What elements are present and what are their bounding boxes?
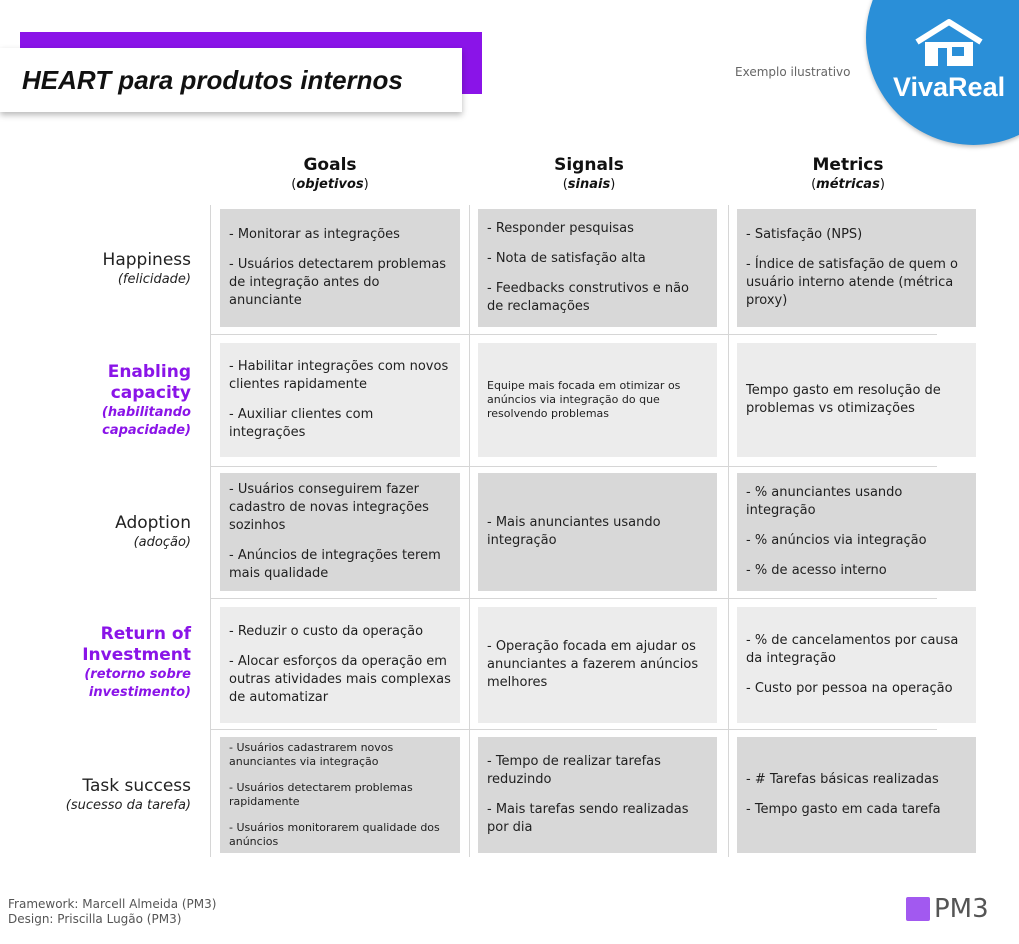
cell-item: - % anunciantes usando integração bbox=[746, 485, 903, 518]
title-card bbox=[0, 48, 462, 112]
cell-item: - Operação focada em ajudar os anunciantes a fazerem anúncios melhores bbox=[487, 639, 699, 690]
cell-item: - Mais anunciantes usando integração bbox=[487, 515, 661, 548]
page-title: HEART para produtos internos bbox=[22, 65, 403, 95]
grid-divider bbox=[210, 729, 937, 730]
cell-item: - Índice de satisfação de quem o usuário interno atende (métrica proxy) bbox=[746, 257, 959, 308]
cell-item: - Reduzir o custo da operação bbox=[229, 624, 424, 639]
cell-item: - Habilitar integrações com novos clientes rapidamente bbox=[229, 359, 449, 392]
cell-adoption-signals bbox=[478, 473, 717, 591]
row-label-main: Enabling capacity bbox=[107, 362, 191, 403]
row-label-sub: adoção bbox=[138, 535, 186, 550]
column-header-sub: métricas bbox=[816, 177, 880, 192]
column-header-label: Signals bbox=[554, 155, 624, 175]
cell-enabling-signals bbox=[478, 343, 717, 457]
brand-name: VivaReal bbox=[893, 72, 1006, 102]
cell-happiness-goals bbox=[220, 209, 460, 327]
column-header-label: Metrics bbox=[812, 155, 884, 175]
grid-divider bbox=[210, 205, 211, 857]
row-label-task-success: Task success (sucesso da tarefa) bbox=[1, 776, 191, 815]
column-header-sub: sinais bbox=[567, 177, 611, 192]
example-label: Exemplo ilustrativo bbox=[735, 65, 851, 79]
cell-adoption-metrics bbox=[737, 473, 976, 591]
cell-adoption-goals bbox=[220, 473, 460, 591]
cell-item: - Auxiliar clientes com integrações bbox=[229, 407, 374, 440]
cell-item: - Satisfação (NPS) bbox=[746, 227, 863, 242]
cell-item: - Feedbacks construtivos e não de reclamações bbox=[487, 281, 689, 314]
cell-enabling-metrics bbox=[737, 343, 976, 457]
column-header-metrics: Metrics (métricas) bbox=[728, 155, 968, 192]
cell-item: - Tempo gasto em cada tarefa bbox=[746, 802, 941, 817]
cell-item: - Usuários cadastrarem novos anunciantes via integração bbox=[229, 741, 394, 768]
row-label-main: Adoption bbox=[115, 513, 191, 533]
cell-item: - % anúncios via integração bbox=[746, 533, 927, 548]
column-header-sub: objetivos bbox=[296, 177, 364, 192]
row-label-sub: sucesso da tarefa bbox=[70, 798, 186, 813]
cell-roi-goals bbox=[220, 607, 460, 723]
cell-happiness-signals bbox=[478, 209, 717, 327]
credits bbox=[8, 897, 216, 927]
cell-item: - Monitorar as integrações bbox=[229, 227, 400, 242]
row-label-sub: retorno sobre investimento bbox=[88, 667, 191, 700]
cell-item: Equipe mais focada em otimizar os anúncios via integração do que resolvendo problemas bbox=[487, 379, 681, 420]
cell-task-metrics bbox=[737, 737, 976, 853]
grid-divider bbox=[210, 598, 937, 599]
cell-item: - Anúncios de integrações terem mais qualidade bbox=[229, 548, 441, 581]
cell-item: - Usuários monitorarem qualidade dos anúncios bbox=[229, 821, 440, 848]
grid-divider bbox=[469, 205, 470, 857]
row-label-main: Return of Investment bbox=[82, 624, 191, 665]
cell-item: - Custo por pessoa na operação bbox=[746, 681, 953, 696]
grid-divider bbox=[210, 466, 937, 467]
cell-item: - Responder pesquisas bbox=[487, 221, 634, 236]
cell-task-goals bbox=[220, 737, 460, 853]
column-header-signals: Signals (sinais) bbox=[469, 155, 709, 192]
credit-framework: Framework: Marcell Almeida (PM3) bbox=[8, 897, 217, 911]
row-label-happiness: Happiness (felicidade) bbox=[1, 250, 191, 289]
cell-item: Tempo gasto em resolução de problemas vs otimizações bbox=[746, 383, 941, 416]
pm3-logo bbox=[906, 895, 1010, 923]
cell-item: - Tempo de realizar tarefas reduzindo bbox=[487, 754, 661, 787]
cell-roi-metrics bbox=[737, 607, 976, 723]
pm3-logo-icon bbox=[906, 897, 930, 921]
column-header-label: Goals bbox=[303, 155, 357, 175]
column-header-goals: Goals (objetivos) bbox=[210, 155, 450, 192]
cell-enabling-goals bbox=[220, 343, 460, 457]
cell-task-signals bbox=[478, 737, 717, 853]
grid-divider bbox=[728, 205, 729, 857]
row-label-adoption: Adoption (adoção) bbox=[1, 513, 191, 552]
cell-item: - Usuários detectarem problemas rapidamente bbox=[229, 781, 413, 808]
row-label-enabling-capacity: Enabling capacity (habilitando capacidade) bbox=[1, 362, 191, 440]
cell-item: - Nota de satisfação alta bbox=[487, 251, 646, 266]
cell-item: - % de cancelamentos por causa da integração bbox=[746, 633, 959, 666]
pm3-logo-text: PM3 bbox=[934, 894, 989, 924]
cell-item: - # Tarefas básicas realizadas bbox=[746, 772, 939, 787]
cell-item: - Mais tarefas sendo realizadas por dia bbox=[487, 802, 689, 835]
row-label-roi: Return of Investment (retorno sobre investimento) bbox=[1, 624, 191, 702]
row-label-sub: felicidade bbox=[122, 272, 186, 287]
cell-happiness-metrics bbox=[737, 209, 976, 327]
cell-item: - Usuários conseguirem fazer cadastro de novas integrações sozinhos bbox=[229, 482, 429, 533]
credit-design: Design: Priscilla Lugão (PM3) bbox=[8, 912, 182, 926]
row-label-main: Happiness bbox=[102, 250, 191, 270]
cell-roi-signals bbox=[478, 607, 717, 723]
row-label-main: Task success bbox=[82, 776, 191, 796]
grid-divider bbox=[210, 334, 937, 335]
row-label-sub: habilitando capacidade bbox=[102, 405, 191, 438]
cell-item: - % de acesso interno bbox=[746, 563, 887, 578]
house-logo-icon bbox=[913, 18, 985, 70]
cell-item: - Usuários detectarem problemas de integração antes do anunciante bbox=[229, 257, 447, 308]
cell-item: - Alocar esforços da operação em outras atividades mais complexas de automatizar bbox=[229, 654, 451, 705]
